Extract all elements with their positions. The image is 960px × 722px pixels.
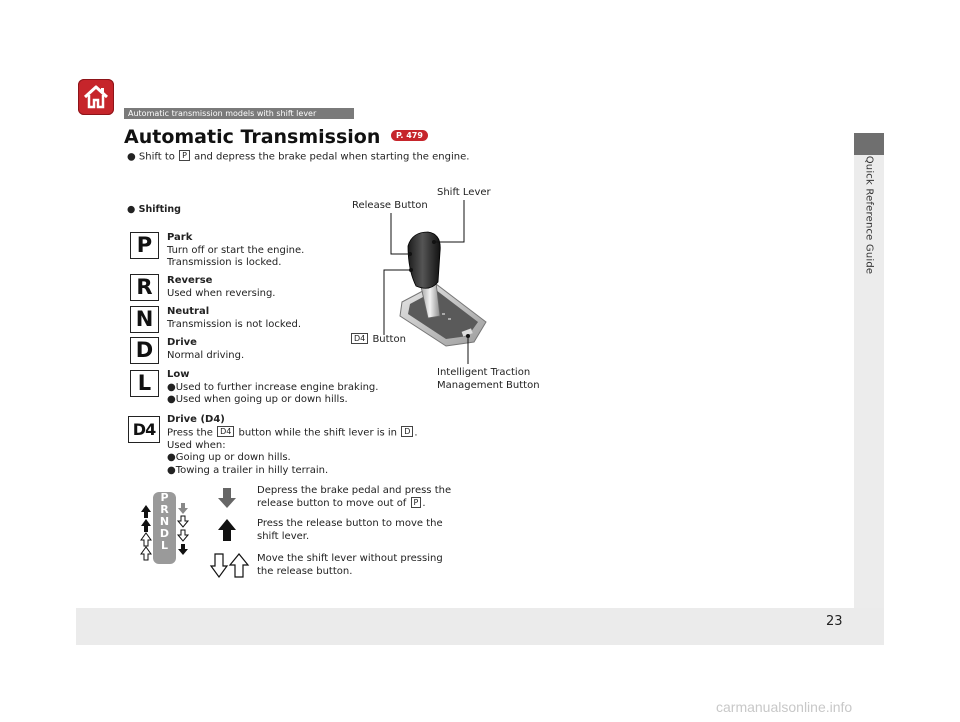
gear-p-symbol: P (130, 232, 159, 259)
legend-press (257, 517, 443, 543)
gear-d4-name: Drive (D4) (167, 414, 225, 425)
key-d4: D4 (351, 333, 368, 344)
page-title-text: Automatic Transmission (124, 126, 381, 148)
gear-l-line: ●Used to further increase engine braking. (167, 381, 379, 393)
legend-line: the release button. (257, 566, 353, 577)
legend-line: Depress the brake pedal and press the (257, 485, 452, 496)
gear-n-name: Neutral (167, 306, 210, 317)
pattern-letter: N (159, 515, 170, 528)
legend-line: Move the shift lever without pressing (257, 553, 443, 564)
pattern-letter: R (160, 503, 169, 516)
itm-line: Intelligent Traction (437, 367, 531, 378)
gear-l-line: ●Used when going up or down hills. (167, 394, 348, 405)
key-d: D (401, 426, 413, 437)
legend-pre: release button to move out of (257, 498, 410, 509)
gear-n-line: Transmission is not locked. (167, 318, 302, 330)
pattern-letter: P (160, 491, 169, 504)
section-tag: Automatic transmission models with shift lever (124, 108, 354, 119)
shifting-label: Shifting (138, 204, 181, 215)
d4-post: . (414, 427, 418, 438)
pattern-letter: L (160, 539, 168, 552)
gear-p-line: Turn off or start the engine. (167, 244, 305, 256)
key-p: P (179, 150, 190, 161)
gear-d4-line: Used when: (167, 439, 226, 451)
legend-move (257, 552, 443, 578)
intro-pre: Shift to (138, 151, 179, 163)
watermark: carmanualsonline.info (716, 699, 853, 715)
bullet-icon: ● (127, 204, 136, 215)
gear-d-line: Normal driving. (167, 349, 245, 361)
gear-l-symbol: L (130, 370, 159, 397)
gear-p-name: Park (167, 232, 193, 243)
gear-d-symbol: D (130, 337, 159, 364)
gear-l-name: Low (167, 369, 190, 380)
gear-d-name: Drive (167, 337, 197, 348)
d4-pre: Press the (167, 427, 217, 438)
legend-line: Press the release button to move the (257, 518, 443, 529)
page-number: 23 (826, 614, 843, 629)
release-button-callout: Release Button (352, 200, 428, 211)
key-p: P (411, 497, 422, 508)
gear-n-symbol: N (130, 306, 159, 333)
key-d4: D4 (217, 426, 234, 437)
legend-line (257, 497, 451, 510)
gear-p-line: Transmission is locked. (167, 257, 282, 268)
gear-d4-symbol: D4 (128, 416, 160, 443)
gear-d4-line: ●Towing a trailer in hilly terrain. (167, 464, 329, 476)
shift-lever-callout: Shift Lever (437, 187, 491, 198)
d4-mid: button while the shift lever is in (235, 427, 401, 438)
bullet-icon: ● (127, 151, 136, 163)
gear-r-name: Reverse (167, 275, 213, 286)
d4-button-label: Button (372, 334, 406, 345)
page-reference-link[interactable]: P. 479 (391, 130, 428, 141)
side-tab-label[interactable]: Quick Reference Guide (863, 155, 875, 275)
legend-line: shift lever. (257, 531, 310, 542)
legend-post: . (422, 498, 426, 509)
itm-line: Management Button (437, 380, 540, 391)
pattern-letter: D (159, 527, 170, 540)
gear-r-symbol: R (130, 274, 159, 301)
intro-post: and depress the brake pedal when starting the engine. (190, 151, 470, 163)
legend-depress (257, 484, 451, 510)
gear-d4-line: ●Going up or down hills. (167, 452, 291, 463)
gear-r-line: Used when reversing. (167, 287, 276, 299)
